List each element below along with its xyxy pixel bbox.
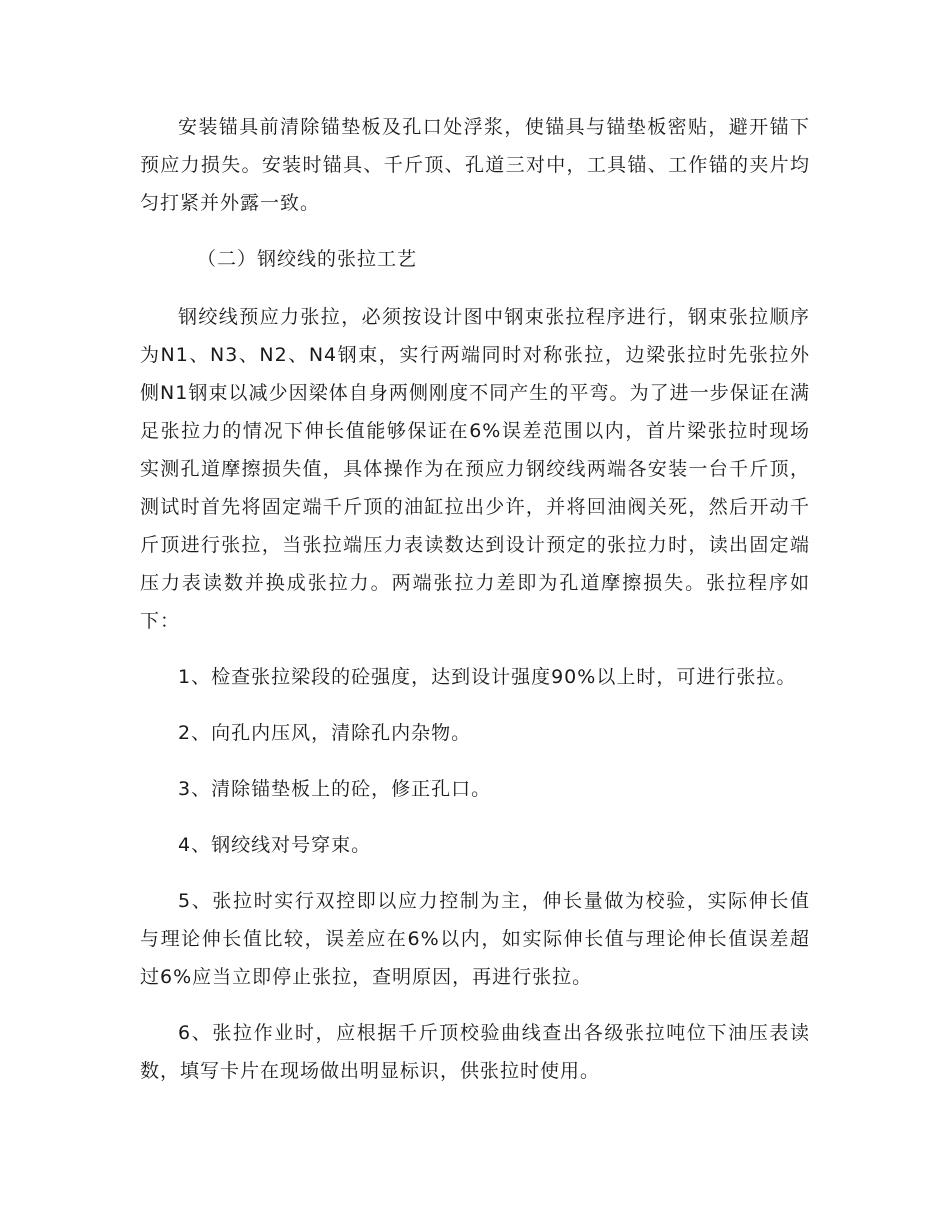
list-item-step-1: 1、检查张拉梁段的砼强度，达到设计强度90%以上时，可进行张拉。 [178, 666, 797, 688]
section-heading-tensioning-process: （二）钢绞线的张拉工艺 [197, 248, 418, 270]
paragraph-anchor-installation: 安装锚具前清除锚垫板及孔口处浮浆，使锚具与锚垫板密贴，避开锚下预应力损失。安装时锚具、千斤顶、孔道三对中，工具锚、工作锚的夹片均匀打紧并外露一致。 [140, 116, 810, 214]
list-item-step-3: 3、清除锚垫板上的砼，修正孔口。 [178, 778, 492, 800]
list-item-step-5: 5、张拉时实行双控即以应力控制为主，伸长量做为校验，实际伸长值与理论伸长值比较，误差应在6%以内，如实际伸长值与理论伸长值误差超过6%应当立即停止张拉，查明原因，再进行张拉。 [140, 890, 810, 988]
list-item-step-2: 2、向孔内压风，清除孔内杂物。 [178, 722, 472, 744]
paragraph-tensioning-procedure: 钢绞线预应力张拉，必须按设计图中钢束张拉程序进行，钢束张拉顺序为N1、N3、N2、N4钢束，实行两端同时对称张拉，边梁张拉时先张拉外侧N1钢束以减少因梁体自身两侧刚度不同产生的平弯。为了进一步保证在满足张拉力的情况下伸长值能够保证在6%误差范围以内，首片梁张拉时现场实测孔道摩擦损失值，具体操作为在预应力钢绞线两端各安装一台千斤顶，测试时首先将固定端千斤顶的油缸拉出少许，并将回油阀关死，然后开动千斤顶进行张拉，当张拉端压力表读数达到设计预定的张拉力时，读出固定端压力表读数并换成张拉力。两端张拉力差即为孔道摩擦损失。张拉程序如下： [140, 306, 810, 632]
list-item-step-4: 4、钢绞线对号穿束。 [178, 834, 372, 856]
list-item-step-6: 6、张拉作业时，应根据千斤顶校验曲线查出各级张拉吨位下油压表读数，填写卡片在现场做出明显标识，供张拉时使用。 [140, 1022, 810, 1082]
document-page [140, 108, 810, 1108]
